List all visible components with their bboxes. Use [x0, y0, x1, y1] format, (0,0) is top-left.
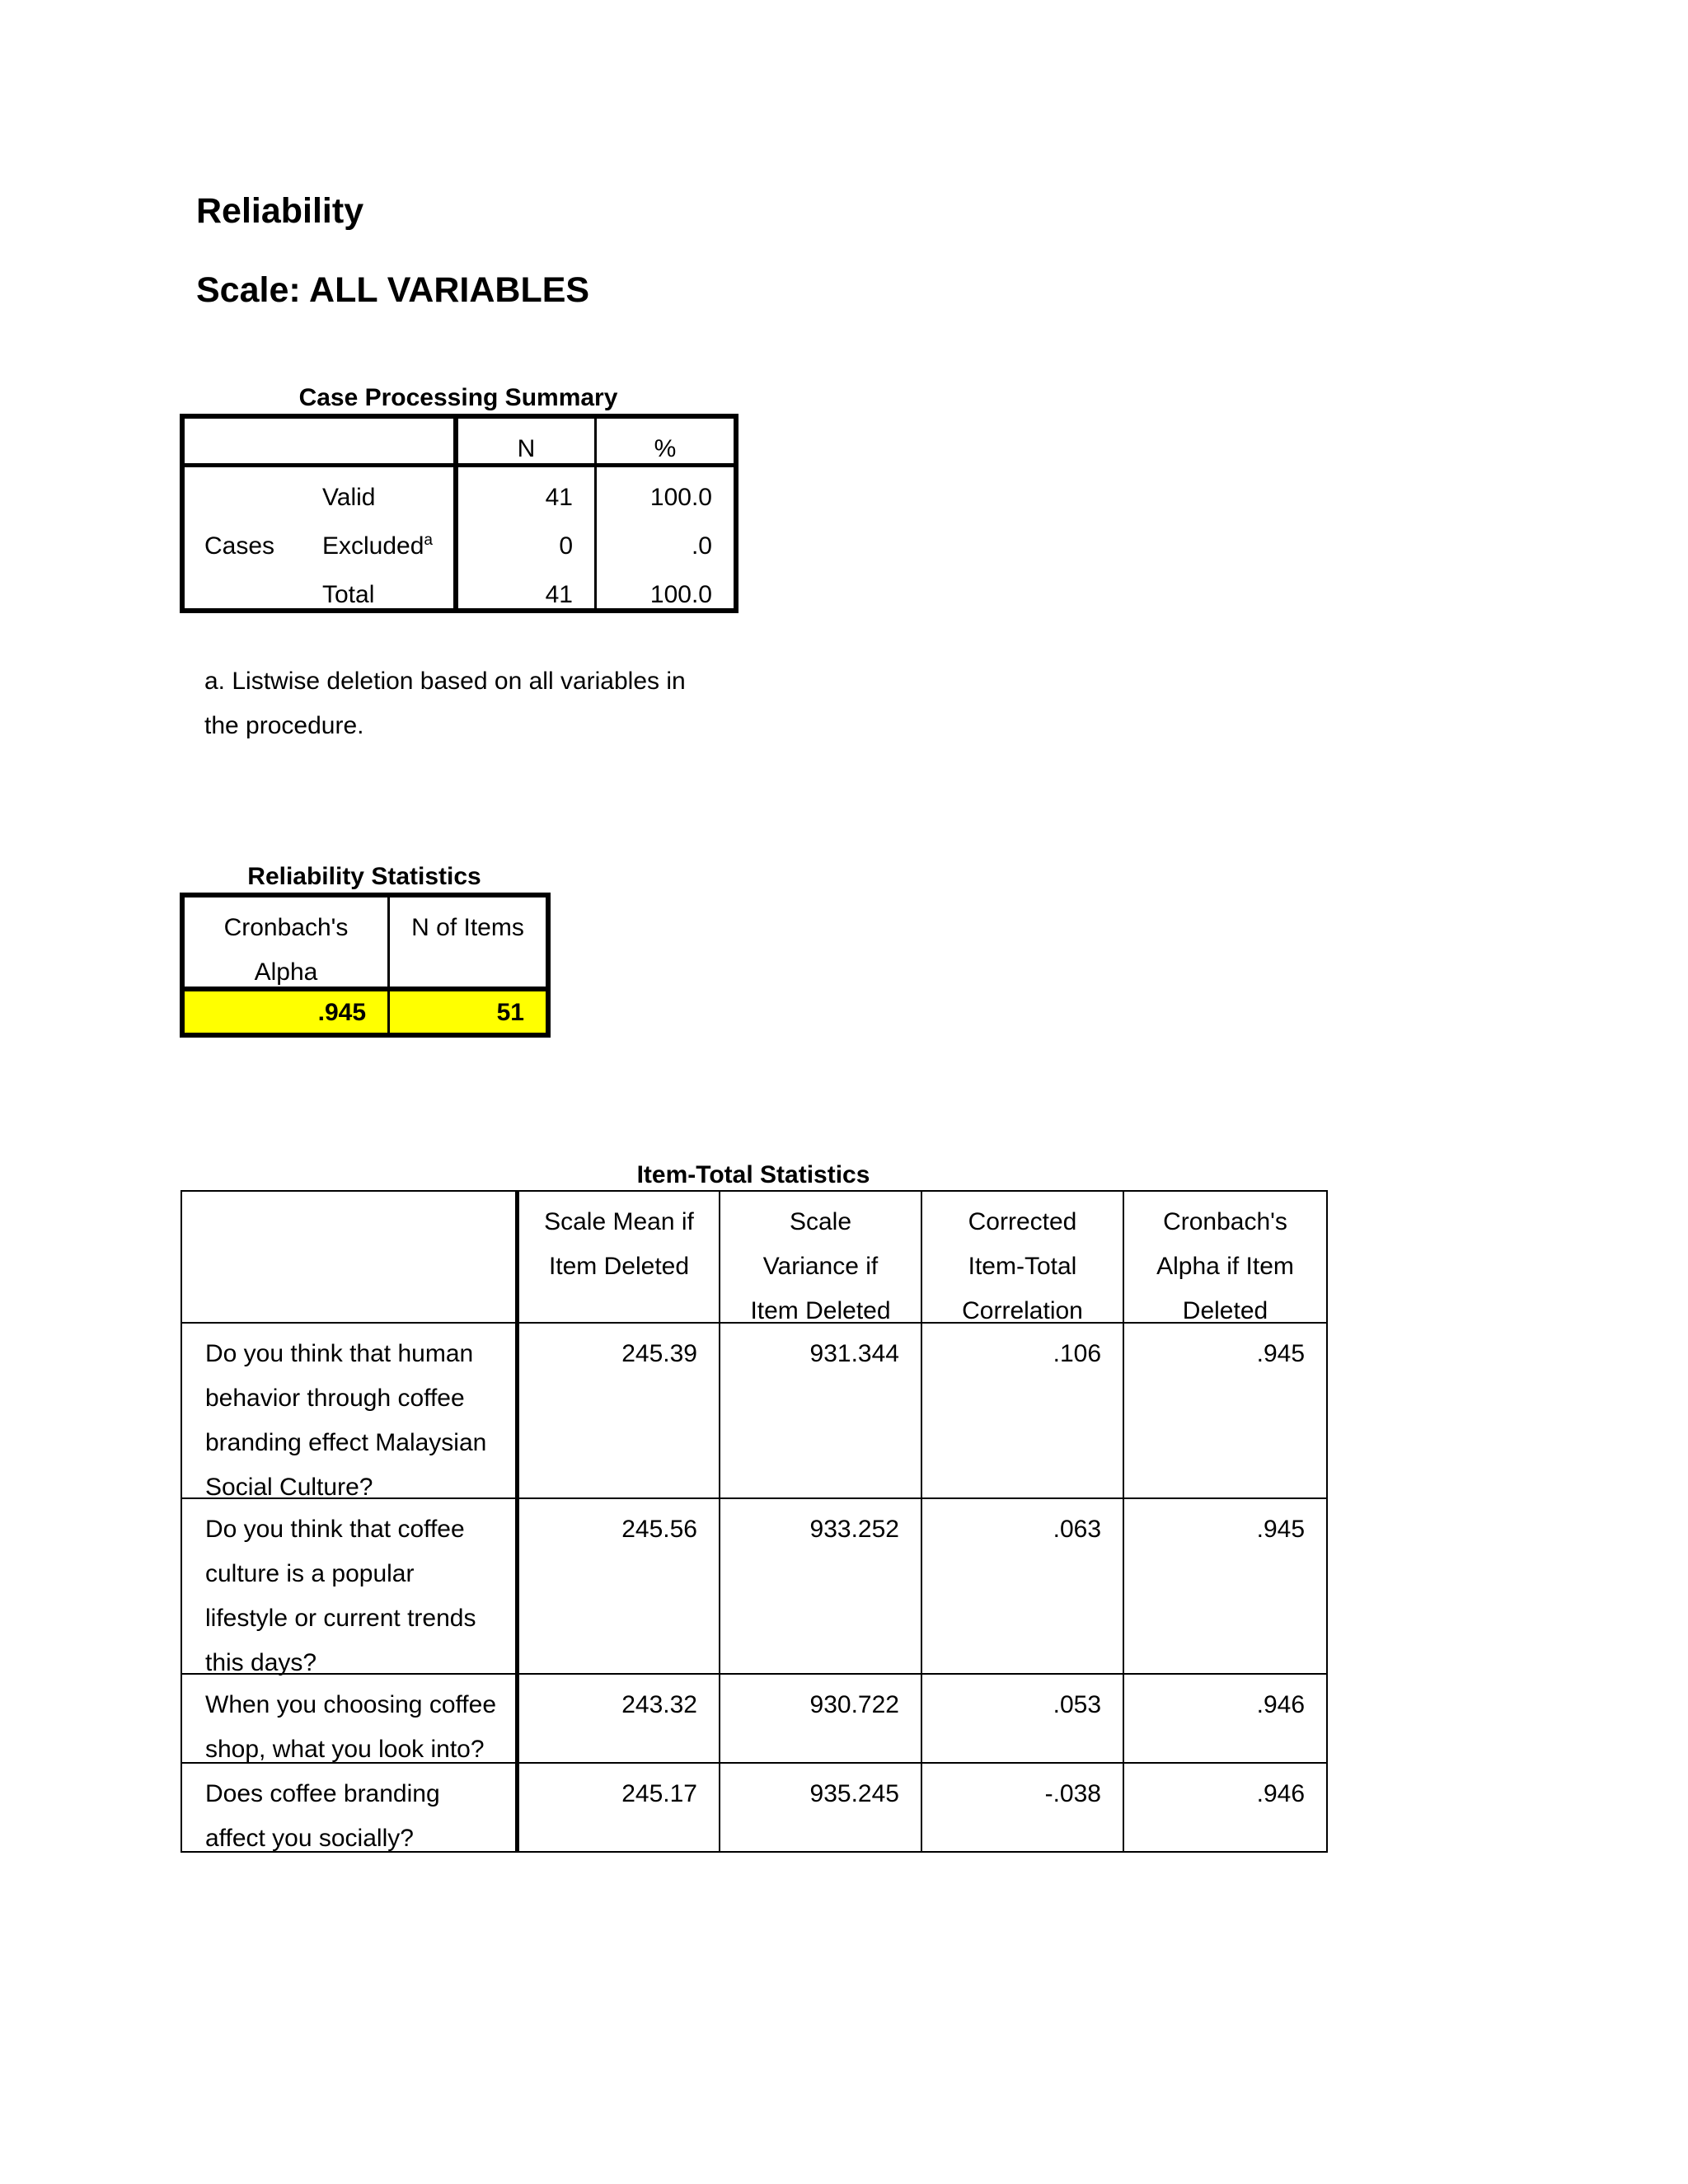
col-header-scale-mean: Scale Mean if Item Deleted	[544, 1208, 694, 1280]
table-row-label: Does coffee branding affect you socially?	[205, 1780, 440, 1852]
corrected-correlation-value: -.038	[1044, 1780, 1101, 1807]
col-header-corrected-correlation: Corrected Item-Total Correlation	[962, 1208, 1083, 1324]
footnote-line-2: the procedure.	[204, 712, 364, 739]
table-row-label: Do you think that coffee culture is a popular lifestyle or current trends this days?	[205, 1516, 476, 1676]
corrected-correlation-value: .106	[1053, 1340, 1101, 1367]
row-label-total: Total	[322, 581, 375, 608]
table-footnote	[204, 659, 686, 748]
n-of-items-value: 51	[496, 999, 524, 1026]
reliability-statistics-table	[180, 893, 551, 1038]
excluded-n: 0	[559, 532, 573, 560]
item-total-statistics-table	[181, 1190, 1328, 1853]
scale-variance-value: 931.344	[809, 1340, 899, 1367]
excluded-pct: .0	[691, 532, 712, 560]
alpha-if-deleted-value: .946	[1256, 1691, 1305, 1718]
col-header-n-of-items: N of Items	[411, 914, 524, 941]
scale-variance-value: 933.252	[809, 1516, 899, 1543]
cronbach-alpha-value: .945	[317, 999, 366, 1026]
table-row-label: When you choosing coffee shop, what you look into?	[205, 1691, 497, 1763]
row-label-excluded: Excluded$^a$	[322, 532, 433, 560]
item-total-statistics-title: Item-Total Statistics	[636, 1161, 870, 1188]
scale-heading: Scale: ALL VARIABLES	[196, 270, 590, 310]
col-header-scale-variance: Scale Variance if Item Deleted	[750, 1208, 891, 1324]
scale-variance-value: 930.722	[809, 1691, 899, 1718]
footnote-line-1: a. Listwise deletion based on all variables in	[204, 668, 686, 695]
page-title: Reliability	[196, 191, 364, 231]
table-row-label: Do you think that human behavior through coffee branding effect Malaysian Social Culture?	[205, 1340, 487, 1501]
scale-mean-value: 243.32	[621, 1691, 697, 1718]
total-pct: 100.0	[649, 581, 712, 608]
cases-group-label: Cases	[204, 532, 275, 560]
scale-mean-value: 245.56	[621, 1516, 697, 1543]
valid-n: 41	[545, 484, 573, 511]
col-header-pct: %	[654, 435, 677, 462]
footnote-marker: a	[424, 532, 433, 549]
corrected-correlation-value: .053	[1053, 1691, 1101, 1718]
case-processing-title: Case Processing Summary	[298, 384, 618, 411]
case-processing-table	[180, 414, 738, 613]
scale-mean-value: 245.17	[621, 1780, 697, 1807]
col-header-alpha-if-deleted: Cronbach's Alpha if Item Deleted	[1156, 1208, 1294, 1324]
row-label-valid: Valid	[322, 484, 376, 511]
alpha-if-deleted-value: .945	[1256, 1516, 1305, 1543]
corrected-correlation-value: .063	[1053, 1516, 1101, 1543]
col-header-cronbach-alpha: Cronbach's Alpha	[223, 914, 349, 986]
alpha-if-deleted-value: .945	[1256, 1340, 1305, 1367]
total-n: 41	[545, 581, 573, 608]
valid-pct: 100.0	[649, 484, 712, 511]
scale-variance-value: 935.245	[809, 1780, 899, 1807]
scale-mean-value: 245.39	[621, 1340, 697, 1367]
reliability-statistics-title: Reliability Statistics	[247, 863, 481, 890]
col-header-n: N	[517, 435, 536, 462]
alpha-if-deleted-value: .946	[1256, 1780, 1305, 1807]
